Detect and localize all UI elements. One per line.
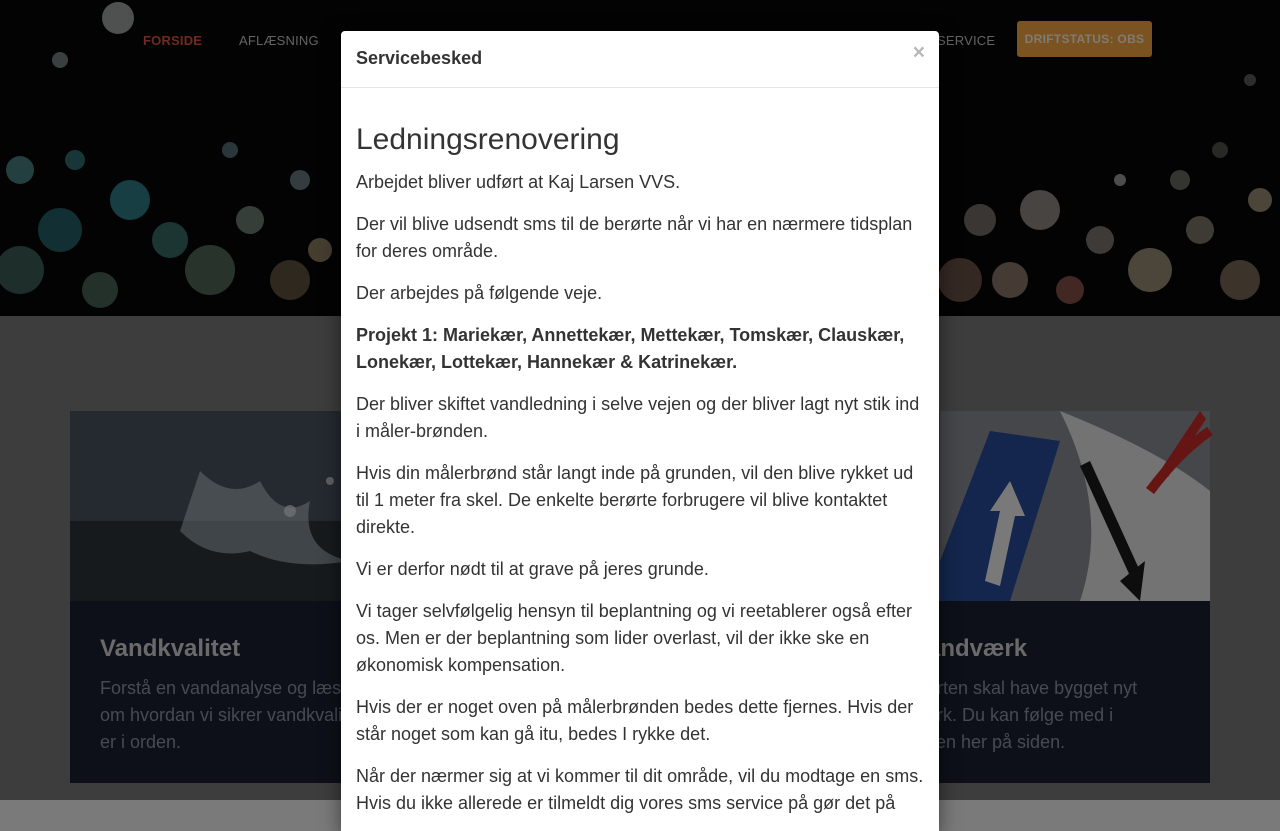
service-message-modal — [341, 31, 939, 831]
paragraph: Der vil blive udsendt sms til de berørte når vi har en nærmere tidsplan for deres område. — [356, 214, 913, 261]
paragraph: Arbejdet bliver udført at Kaj Larsen VVS. — [356, 172, 681, 192]
modal-body — [341, 88, 939, 817]
modal-header — [341, 31, 939, 88]
paragraph: Vi er derfor nødt til at grave på jeres grunde. — [356, 559, 709, 579]
project-streets: Projekt 1: Mariekær, Annettekær, Mettekær, Tomskær, Clauskær, Lonekær, Lottekær, Hannekær & Katrinekær. — [356, 325, 905, 372]
modal-title: Servicebesked — [356, 48, 483, 68]
paragraph: Vi tager selvfølgelig hensyn til beplantning og vi reetablerer også efter os. Men er der beplantning som lider overlast, vil der ikke ske en økonomisk kompensation. — [356, 601, 912, 675]
paragraph: Der bliver skiftet vandledning i selve vejen og der bliver lagt nyt stik ind i måler-brønden. — [356, 394, 920, 441]
close-icon[interactable]: × — [912, 41, 925, 64]
paragraph: Hvis der er noget oven på målerbrønden bedes dette fjernes. Hvis der står noget som kan gå itu, bedes I rykke det. — [356, 697, 914, 744]
modal-heading: Ledningsrenovering — [356, 123, 620, 156]
paragraph: Hvis din målerbrønd står langt inde på grunden, vil den blive rykket ud til 1 meter fra skel. De enkelte berørte forbrugere vil blive kontaktet direkte. — [356, 463, 914, 537]
paragraph: Der arbejdes på følgende veje. — [356, 283, 603, 303]
paragraph: Når der nærmer sig at vi kommer til dit område, vil du modtage en sms. Hvis du ikke allerede er tilmeldt dig vores sms service på gør det på — [356, 766, 924, 813]
